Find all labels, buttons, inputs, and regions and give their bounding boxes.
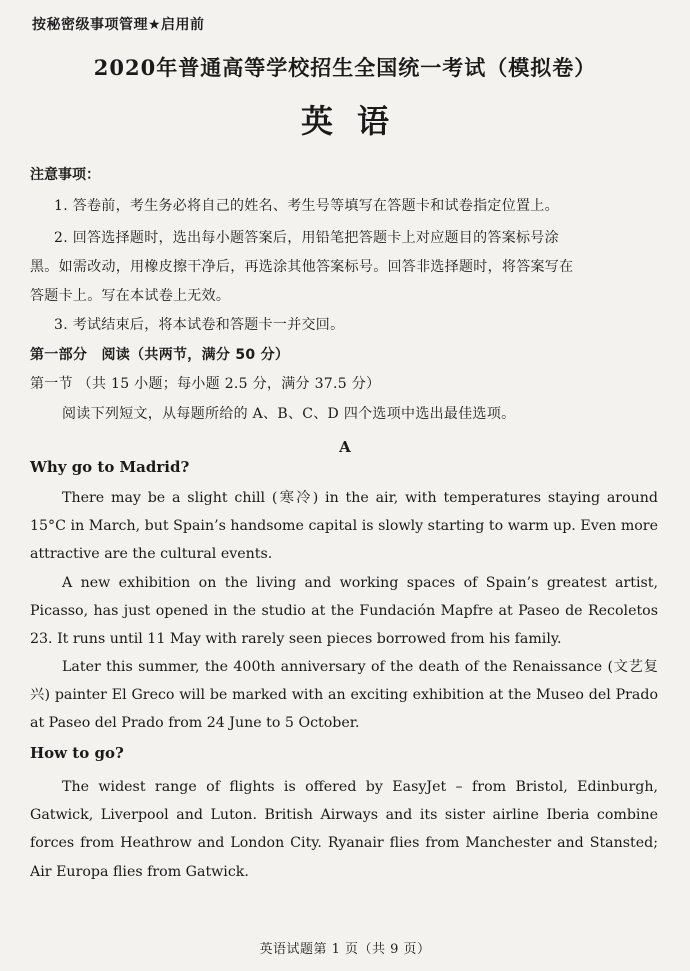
passage-paragraph-3: Later this summer, the 400th anniversary of the death of the Renaissance (文艺复兴) painter El Greco will be marked with an exciting exhibition at the Museo del Prado at Paseo del Prado from 24 June to 5 October.: [30, 659, 658, 732]
passage-paragraph-2: A new exhibition on the living and working spaces of Spain’s greatest artist, Picasso, has just opened in the studio at the Fundación Mapfre at Paseo de Recoletos 23. It runs until 11 May with rarely seen pieces borrowed from his family.: [30, 575, 658, 648]
note-item-2-line-1: 2. 回答选择题时，选出每小题答案后，用铅笔把答题卡上对应题目的答案标号涂: [54, 230, 559, 246]
passage-label: A: [339, 438, 351, 456]
section-part-heading: 第一部分 阅读（共两节，满分 50 分）: [30, 347, 290, 363]
passage-paragraph-4: The widest range of flights is offered by EasyJet – from Bristol, Edinburgh, Gatwick, Liverpool and Luton. British Airways and its sister airline Iberia combine forces from Heathrow and London City. Ryanair flies from Manchester and Stansted; Air Europa flies from Gatwick.: [30, 779, 658, 880]
classification-notice: 按秘密级事项管理★启用前: [32, 17, 205, 33]
section-instruction: 阅读下列短文，从每题所给的 A、B、C、D 四个选项中选出最佳选项。: [62, 406, 516, 422]
exam-title: 2020年普通高等学校招生全国统一考试（模拟卷）: [93, 55, 597, 80]
note-item-3: 3. 考试结束后，将本试卷和答题卡一并交回。: [54, 317, 345, 333]
page-footer: 英语试题第 1 页（共 9 页）: [259, 942, 431, 957]
note-item-2-line-3: 答题卡上。写在本试卷上无效。: [30, 288, 231, 304]
note-item-2-line-2: 黑。如需改动，用橡皮擦干净后，再选涂其他答案标号。回答非选择题时，将答案写在: [30, 259, 574, 275]
note-item-1: 1. 答卷前，考生务必将自己的姓名、考生号等填写在答题卡和试卷指定位置上。: [54, 198, 559, 214]
subject-title: 英语: [300, 102, 413, 140]
subsection-heading: 第一节 （共 15 小题；每小题 2.5 分，满分 37.5 分）: [30, 376, 381, 392]
passage-paragraph-1: There may be a slight chill (寒冷) in the air, with temperatures staying around 15°C in March, but Spain’s handsome capital is slowly starting to warm up. Even more attractive are the cultural events.: [30, 490, 658, 563]
passage-heading-madrid: Why go to Madrid?: [30, 458, 190, 476]
passage-heading-how-to-go: How to go?: [30, 744, 124, 762]
notes-heading: 注意事项：: [30, 167, 100, 183]
